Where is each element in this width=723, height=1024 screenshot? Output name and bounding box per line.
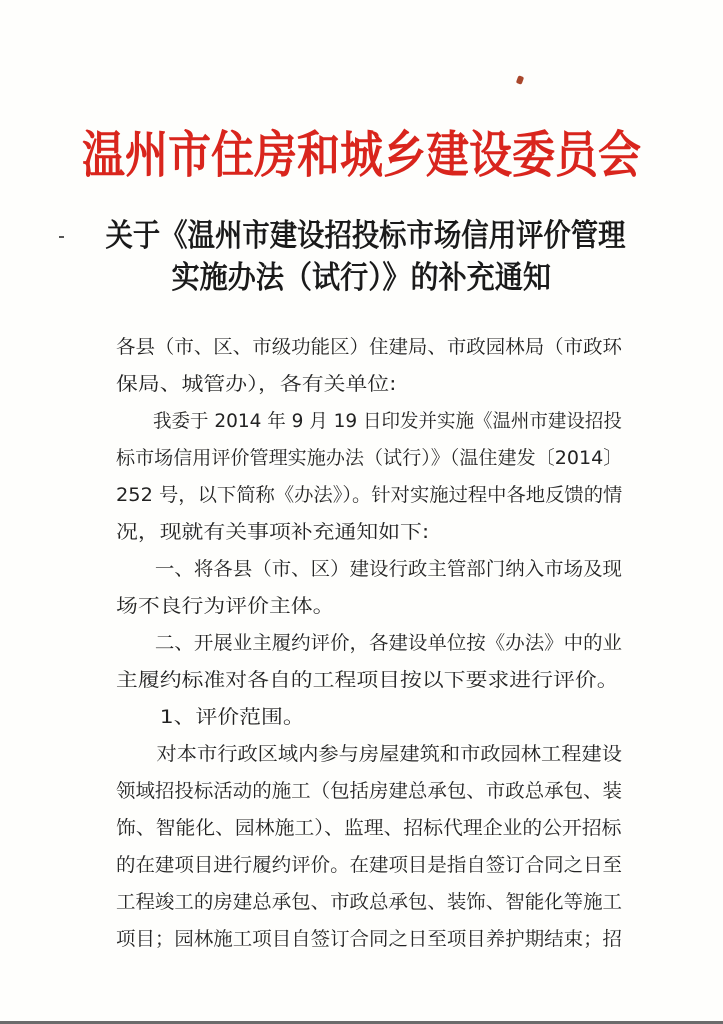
body-line: 场不良行为评价主体。 xyxy=(116,595,335,617)
body-line: 保局、城管办），各有关单位: xyxy=(116,373,397,395)
body-line: 1、评价范围。 xyxy=(116,706,305,728)
body-line: 主履约标准对各自的工程项目按以下要求进行评价。 xyxy=(116,669,619,691)
body-line: 二、开展业主履约评价，各建设单位按《办法》中的业 xyxy=(116,632,623,654)
body-line: 一、将各县（市、区）建设行政主管部门纳入市场及现 xyxy=(116,558,623,580)
body-line: 饰、智能化、园林施工）、监理、招标代理企业的公开招标 xyxy=(116,817,622,839)
ink-mark xyxy=(516,75,524,85)
body-line: 252 号，以下简称《办法》）。针对实施过程中各地反馈的情 xyxy=(116,484,623,506)
body-line: 标市场信用评价管理实施办法（试行）》（温住建发〔2014〕 xyxy=(116,447,623,469)
body-line: 的在建项目进行履约评价。在建项目是指自签订合同之日至 xyxy=(116,854,623,876)
document-title-line-2: 实施办法（试行）》的补充通知 xyxy=(171,260,552,296)
body-line: 况，现就有关事项补充通知如下: xyxy=(116,521,430,543)
org-header: 温州市住房和城乡建设委员会 xyxy=(81,125,641,184)
body-line: 项目；园林施工项目自签订合同之日至项目养护期结束；招 xyxy=(116,928,623,950)
body-line: 工程竣工的房建总承包、市政总承包、装饰、智能化等施工 xyxy=(116,891,623,913)
body-line: 领域招投标活动的施工（包括房建总承包、市政总承包、装 xyxy=(116,780,623,802)
body-line: 各县（市、区、市级功能区）住建局、市政园林局（市政环 xyxy=(116,336,623,358)
body-line: 我委于 2014 年 9 月 19 日印发并实施《温州市建设招投 xyxy=(116,410,622,432)
document-title-line-1: 关于《温州市建设招投标市场信用评价管理 xyxy=(105,218,626,254)
body-line: 对本市行政区域内参与房屋建筑和市政园林工程建设 xyxy=(116,743,623,765)
